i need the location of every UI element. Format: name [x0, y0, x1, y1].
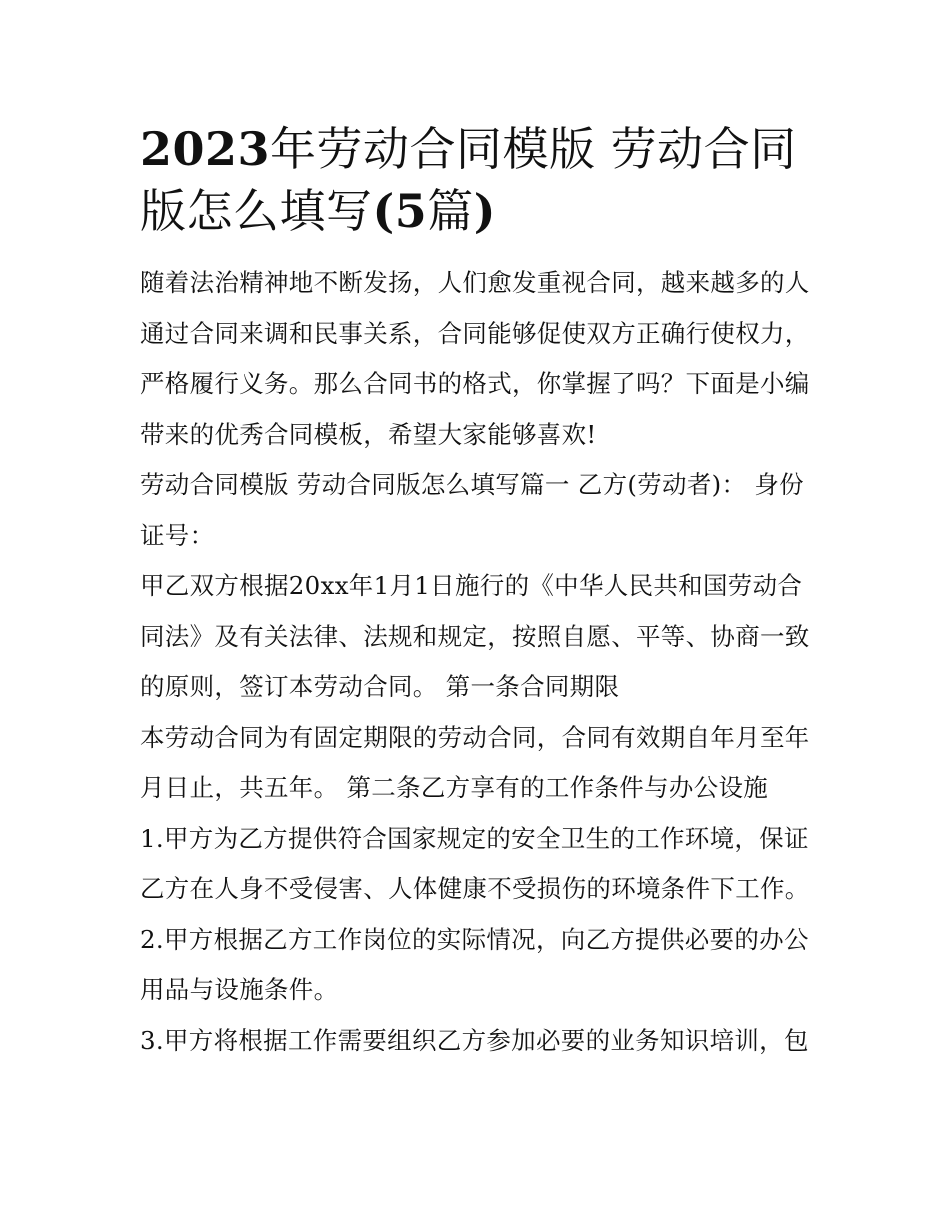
- document-page: [140, 118, 820, 1066]
- title-part: ): [473, 184, 497, 238]
- title-part: (5: [372, 184, 428, 238]
- list-item-paragraph: 2.甲方根据乙方工作岗位的实际情况，向乙方提供必要的办公用品与设施条件。: [140, 924, 809, 1004]
- body-paragraph: 甲乙双方根据20xx年1月1日施行的《中华人民共和国劳动合同法》及有关法律、法规和规定，按照自愿、平等、协商一致的原则，签订本劳动合同。 第一条合同期限: [140, 571, 810, 701]
- body-paragraph: 本劳动合同为有固定期限的劳动合同，合同有效期自年月至年月日止，共五年。 第二条乙方享有的工作条件与办公设施: [140, 722, 810, 802]
- document-title: [140, 118, 820, 242]
- title-part: 2023: [140, 122, 271, 176]
- list-item-paragraph: 1.甲方为乙方提供符合国家规定的安全卫生的工作环境，保证乙方在人身不受侵害、人体健康不受损伤的环境条件下工作。: [140, 823, 810, 903]
- intro-paragraph: 随着法治精神地不断发扬，人们愈发重视合同，越来越多的人通过合同来调和民事关系，合同能够促使双方正确行使权力，严格履行义务。那么合同书的格式，你掌握了吗？下面是小编带来的优秀合同模板，希望大家能够喜欢!: [140, 268, 810, 449]
- section-heading-paragraph: 劳动合同模版 劳动合同版怎么填写篇一 乙方(劳动者)： 身份证号：: [140, 470, 804, 550]
- title-part: 篇: [427, 184, 474, 238]
- list-item-paragraph: 3.甲方将根据工作需要组织乙方参加必要的业务知识培训，包: [140, 1025, 809, 1055]
- title-part: 年劳动合同模版 劳动合同版怎么填写: [140, 122, 797, 238]
